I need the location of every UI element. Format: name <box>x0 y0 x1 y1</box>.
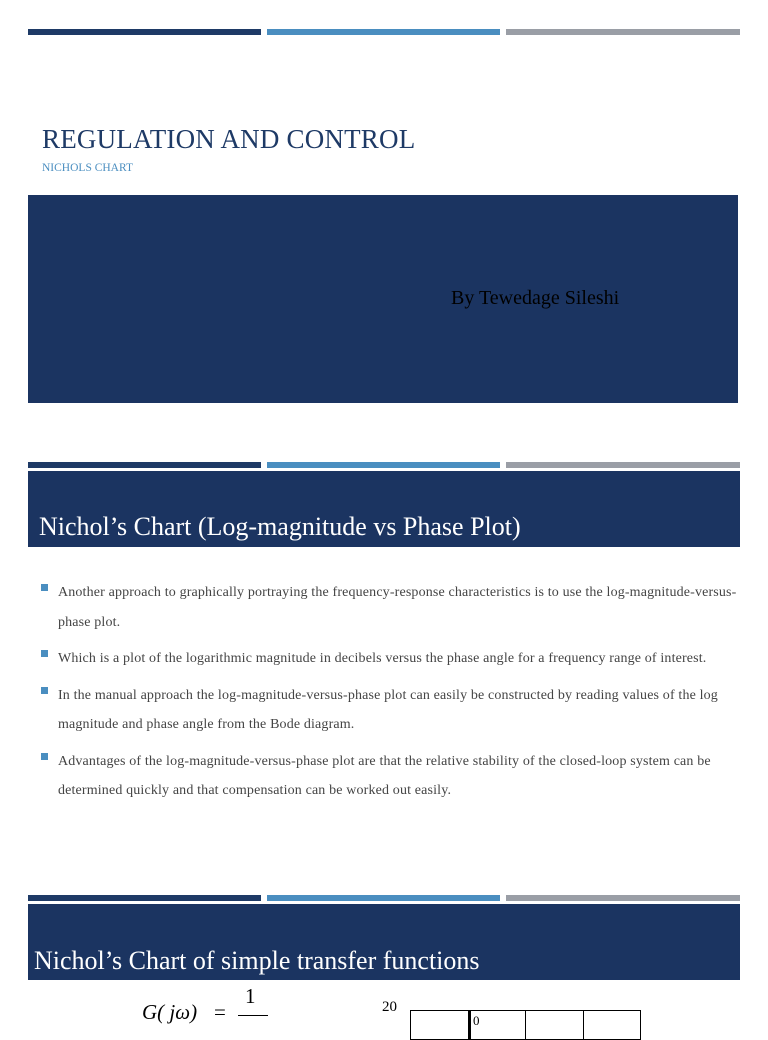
transfer-function-formula <box>142 986 302 1024</box>
page-title: REGULATION AND CONTROL <box>42 124 416 154</box>
nichols-plot-frame <box>410 1010 641 1040</box>
plot-grid-line <box>583 1011 584 1039</box>
formula-lhs: G( jω) <box>142 1000 198 1024</box>
slide-header <box>28 471 740 547</box>
title-banner <box>28 195 738 403</box>
bullet-square-icon <box>41 753 48 760</box>
list-item-text: Which is a plot of the logarithmic magnitude in decibels versus the phase angle for a frequency range of interest. <box>58 651 707 666</box>
list-item <box>40 578 740 637</box>
list-item-text: Advantages of the log-magnitude-versus-phase plot are that the relative stability of the closed-loop system can be determined quickly and that compensation can be worked out easily. <box>58 753 711 798</box>
list-item <box>40 644 740 674</box>
formula-numerator: 1 <box>245 984 256 1008</box>
accent-bar-blue <box>267 895 500 901</box>
accent-bar-navy <box>28 895 261 901</box>
fraction-bar <box>238 1015 268 1016</box>
accent-bar-gray <box>506 29 740 35</box>
plot-inner-label: 0 <box>473 1013 480 1028</box>
plot-axis-line <box>468 1011 471 1039</box>
plot-y-tick-label: 20 <box>382 999 397 1015</box>
accent-bar-gray <box>506 895 740 901</box>
accent-bar-navy <box>28 462 261 468</box>
list-item-text: Another approach to graphically portraying the frequency-response characteristics is to use the log-magnitude-versus-phase plot. <box>58 585 737 630</box>
bullet-square-icon <box>41 650 48 657</box>
bullet-list <box>40 578 740 813</box>
plot-grid-line <box>525 1011 526 1039</box>
bullet-square-icon <box>41 687 48 694</box>
slide-header <box>28 904 740 980</box>
bullet-square-icon <box>41 584 48 591</box>
formula-equals: = <box>214 1000 226 1024</box>
accent-bar-gray <box>506 462 740 468</box>
list-item <box>40 681 740 740</box>
accent-bar-navy <box>28 29 261 35</box>
page-subtitle: NICHOLS CHART <box>42 162 133 174</box>
list-item <box>40 747 740 806</box>
slide-title: Nichol’s Chart of simple transfer functions <box>34 946 480 975</box>
accent-bar-blue <box>267 462 500 468</box>
accent-bar-blue <box>267 29 500 35</box>
author-credit: By Tewedage Sileshi <box>451 287 620 309</box>
list-item-text: In the manual approach the log-magnitude-versus-phase plot can easily be constructed by reading values of the log magnitude and phase angle from the Bode diagram. <box>58 687 718 732</box>
slide-title: Nichol’s Chart (Log-magnitude vs Phase Plot) <box>39 512 521 541</box>
